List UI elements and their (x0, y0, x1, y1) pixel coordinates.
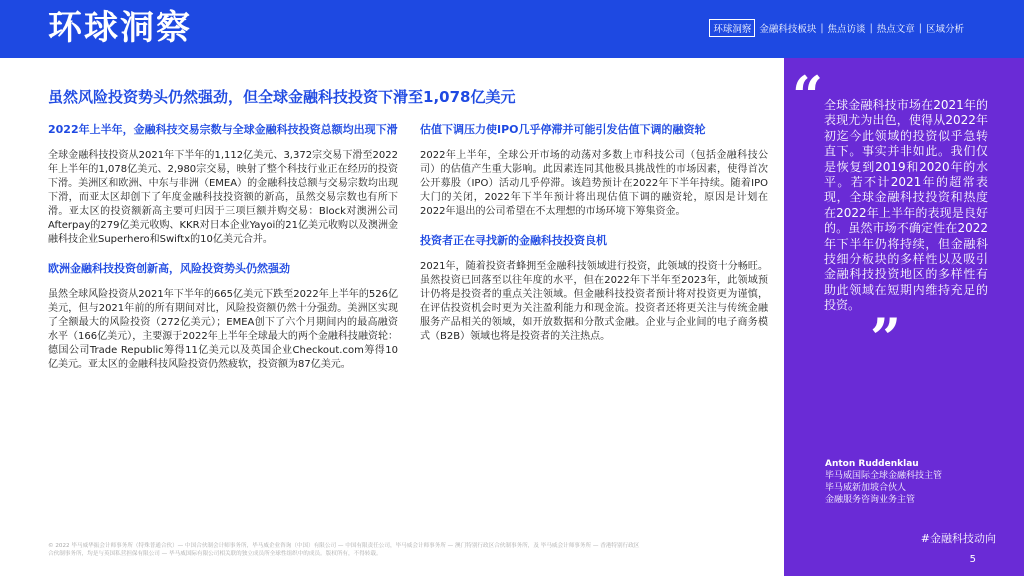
nav-item-fintech-sector[interactable]: 金融科技板块 (759, 24, 817, 35)
article-headline: 虽然风险投资势头仍然强劲，但全球金融科技投资下滑至1,078亿美元 (48, 88, 516, 106)
nav-item-regional-analysis[interactable]: 区域分析 (925, 24, 964, 35)
section-body: 2021年，随着投资者蜂拥至金融科技领域进行投资，此领域的投资十分畅旺。虽然投资已回落至以往年度的水平，但在2022年下半年至2023年，此领域预计仍将是投资者的重点关注领域。但金融科技投资者预计将对投资更为谨慎，在评估投资机会时更为关注盈利能力和现金流。投资者还将更关注与传统金融服务产品相关的领域，如开放数据和分散式金融。企业与企业间的电子商务模式（B2B）领域也将是投资者的关注热点。 (420, 261, 768, 342)
footer-line: 合伙制事务所，均是与英国私营担保有限公司 — 毕马威国际有限公司相关联的独立成员所全球性组织中的成员。版权所有，不得转载。 (48, 551, 382, 557)
quote-sidebar (784, 58, 1024, 576)
header-bar (0, 0, 1024, 58)
section-body: 2022年上半年，全球公开市场的动荡对多数上市科技公司（包括金融科技公司）的估值产生重大影响。此因素连同其他极具挑战性的市场因素，使得首次公开募股（IPO）活动几乎停滞。该趋势预计在2022年下半年持续。随着IPO大门的关闭，2022年下半年预计将出现估值下调的融资轮，原因是计划在2022年退出的公司希望在不太理想的市场环境下筹集资金。 (420, 150, 768, 217)
pull-quote: 全球金融科技市场在2021年的表现尤为出色，使得从2022年初迄今此领域的投资似乎急转直下。事实并非如此。我们仅是恢复到2019和2020年的水平。若不计2021年的超常表现，全球金融科技投资和热度在2022年上半年的表现是良好的。虽然市场不确定性在2022年下半年仍将持续，但金融科技细分板块的多样性以及吸引金融科技投资地区的多样性有助此领域在短期内维持充足的投资。 (824, 98, 988, 313)
author-title: 毕马威新加坡合伙人 (825, 483, 907, 493)
author-name: Anton Ruddenklau (825, 459, 919, 469)
page-title: 环球洞察 (48, 8, 192, 48)
legal-footer (48, 542, 748, 558)
section-heading: 投资者正在寻找新的金融科技投资良机 (420, 234, 607, 247)
nav-separator: | (869, 22, 873, 34)
top-nav (709, 19, 964, 37)
footer-line: © 2022 毕马威华振会计师事务所（特殊普通合伙）— 中国合伙制会计师事务所，毕马威企业咨询（中国）有限公司 — 中国有限责任公司，毕马威会计师事务所 — 澳门特别行政区合伙制事务所，及 毕马威会计师事务所 — 香港特别行政区 (48, 543, 640, 549)
author-title: 毕马威国际全球金融科技主管 (825, 471, 943, 481)
section-heading: 欧洲金融科技投资创新高，风险投资势头仍然强劲 (48, 262, 290, 275)
nav-item-hot-articles[interactable]: 热点文章 (876, 24, 915, 35)
section-heading: 2022年上半年，金融科技交易宗数与全球金融科技投资总额均出现下滑 (48, 123, 398, 136)
page-number: 5 (969, 554, 976, 565)
left-column (48, 122, 398, 386)
section-body: 虽然全球风险投资从2021年下半年的665亿美元下跌至2022年上半年的526亿美元，但与2021年前的所有期间对比，风险投资额仍然十分强劲。美洲区实现了全额最大的风险投资（272亿美元）；EMEA创下了六个月期间内的最高融资水平（166亿美元），主要源于2022年上半年全球最大的两个金融科技融资轮：德国公司Trade Republic筹得11亿美元以及英国企业Checkout.com筹得10亿美元。亚太区的金融科技风险投资仍然疲软，投资额为87亿美元。 (48, 289, 398, 370)
quote-author (825, 458, 942, 506)
hashtag-link[interactable]: #金融科技动向 (920, 532, 996, 545)
author-title: 金融服务咨询业务主管 (825, 495, 916, 505)
middle-column (420, 122, 768, 358)
open-quote-icon: “ (792, 64, 824, 128)
nav-separator: | (918, 22, 922, 34)
close-quote-icon: ” (870, 306, 902, 370)
nav-item-interviews[interactable]: 焦点访谈 (827, 24, 866, 35)
nav-separator: | (820, 22, 824, 34)
section-heading: 估值下调压力使IPO几乎停滞并可能引发估值下调的融资轮 (420, 123, 706, 136)
nav-item-global-insights[interactable]: 环球洞察 (709, 19, 755, 37)
section-body: 全球金融科技投资从2021年下半年的1,112亿美元、3,372宗交易下滑至2022年上半年的1,078亿美元、2,980宗交易，映射了整个科技行业正在经历的投资下滑。美洲区和欧洲、中东与非洲（EMEA）的金融科技总额与交易宗数均出现下滑，而亚太区却创下了年度金融科技投资额的新高，虽然交易宗数也有所下滑。亚太区的投资额新高主要可归因于三项巨额并购交易：Block对澳洲公司Afterpay的279亿美元收购、KKR对日本企业Yayoi的21亿美元收购以及澳洲金融科技企业Superhero和Swiftx的10亿美元合并。 (48, 150, 398, 245)
